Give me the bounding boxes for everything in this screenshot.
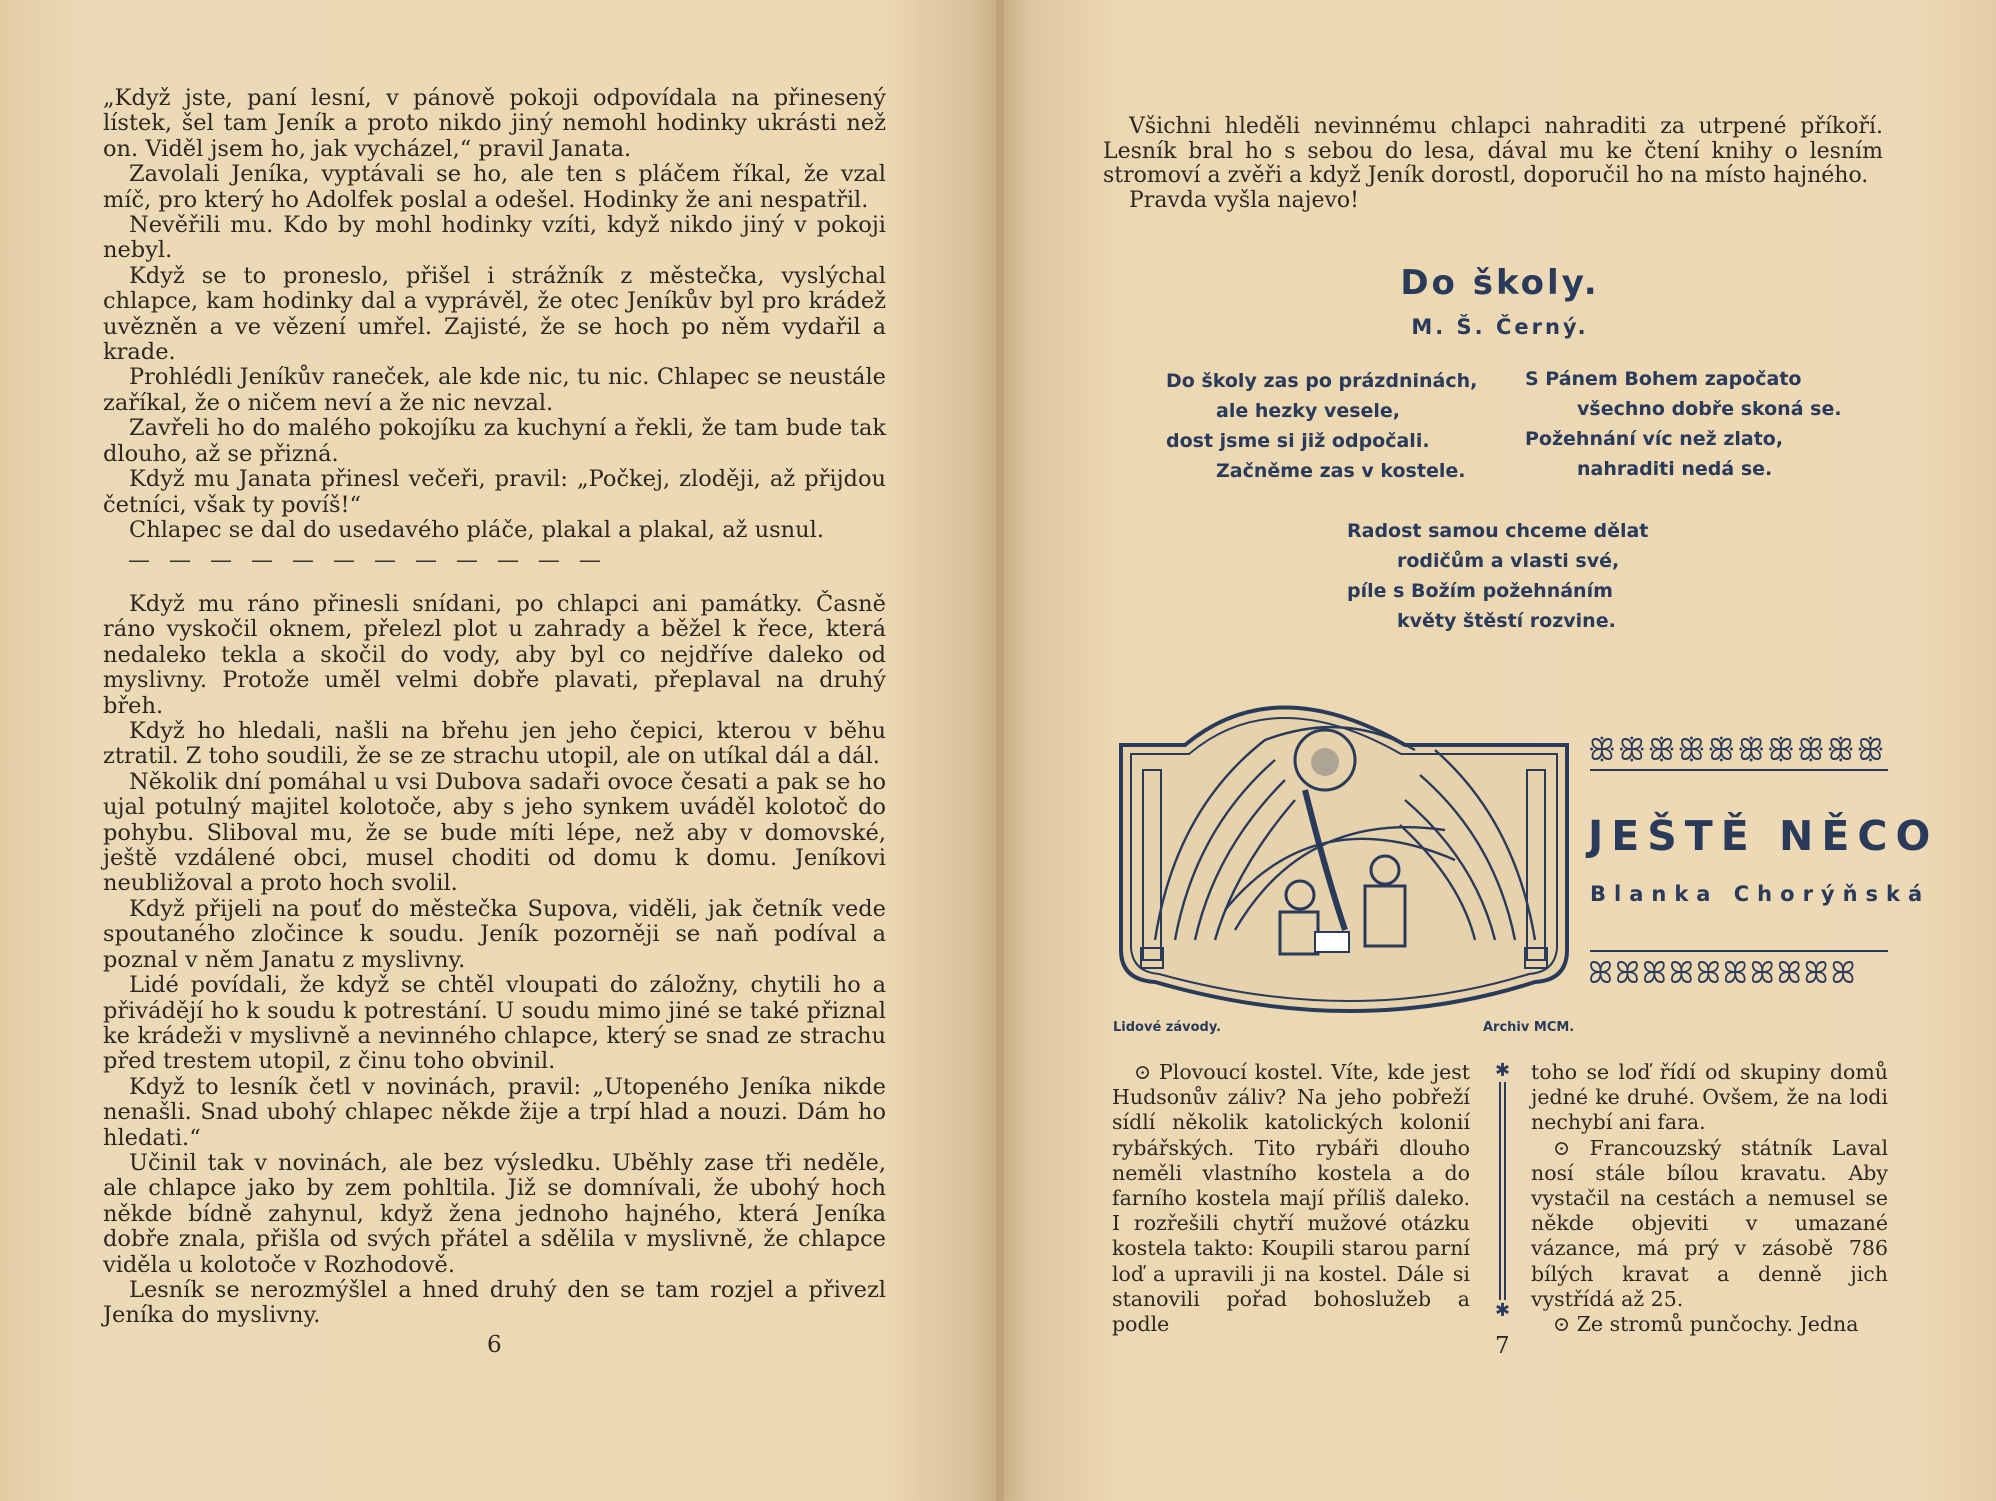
rule-line: [1590, 769, 1888, 771]
news-item: toho se loď řídí od skupiny domů jedné ke druhé. Ovšem, že na lodi nechybí ani fara.: [1531, 1060, 1888, 1135]
paragraph: Nevěřili mu. Kdo by mohl hodinky vzíti, když nikdo jiný v pokoji nebyl.: [103, 212, 886, 264]
paragraph: Několik dní pomáhal u vsi Dubova sadaři ovoce česati a pak se ho ujal potulný majitel kolotoče, aby s jeho synkem uváděl kolotoč do pohybu. Sliboval mu, že se bude míti lépe, než aby v domovské, ještě vzdálené obci, musel choditi od domu k domu. Jeníkovi neubližoval a proto hoch svolil.: [103, 768, 886, 897]
paragraph: Lidé povídali, že když se chtěl vloupati do záložny, chytili ho a přivádějí ho k soudu k potrestání. U soudu mimo jiné se také přiznal ke krádeži v myslivně a nevinného chlapce, který se snad ze strachu před trestem utopil, z činu toho obvinil.: [103, 972, 886, 1075]
paragraph: Zavolali Jeníka, vyptávali se ho, ale ten s pláčem říkal, že vzal míč, pro který ho Adolfek poslal a odešel. Hodinky že ani nespatřil.: [103, 161, 886, 213]
section-author: Blanka Chorýňská: [1590, 882, 1931, 906]
book-gutter: [996, 0, 1004, 1501]
section-title: JEŠTĚ NĚCO: [1588, 812, 1939, 860]
poem-line: všechno dobře skoná se.: [1577, 398, 1842, 420]
poem-line: S Pánem Bohem započato: [1525, 368, 1802, 390]
column-divider: [1495, 1060, 1511, 1321]
paragraph: Když přijeli na pouť do městečka Supova, viděli, jak četník vede spoutaného zločince k soudu. Jeník pozorněji se naň podíval a poznal v něm Janatu z myslivny.: [103, 895, 886, 973]
poem-line: nahraditi nedá se.: [1577, 458, 1773, 480]
paragraph: „Když jste, paní lesní, v pánově pokoji odpovídala na přinesený lístek, šel tam Jeník a proto nikdo jiný nemohl hodinky ukrásti než on. Viděl jsem ho, jak vycházel,“ pravil Janata.: [103, 85, 886, 162]
illustration-credit-left: Lidové závody.: [1113, 1020, 1222, 1035]
poem-line: květy štěstí rozvine.: [1397, 610, 1616, 632]
poem-line: Radost samou chceme dělat: [1347, 520, 1649, 542]
poem-stanza-2: [1525, 364, 1842, 484]
poem-line: dost jsme si již odpočali.: [1166, 430, 1430, 452]
poem-line: ale hezky vesele,: [1216, 400, 1401, 422]
angel-with-children-illustration: [1115, 690, 1575, 1030]
rule-line: [1504, 1082, 1506, 1300]
paragraph: Učinil tak v novinách, ale bez výsledku. Uběhly zase tři neděle, ale chlapce jako by zem pohltila. Již se domnívali, že ubohý hoch někde bídně zahynul, když žena jednoho hajného, která Jeníka dobře znala, přišla od svých přátel a sdělila v myslivně, že chlapce viděla u kolotoče v Rozhodově.: [103, 1149, 886, 1278]
paragraph: Všichni hleděli nevinnému chlapci nahraditi za utrpené příkoří. Lesník bral ho s sebou do lesa, dával mu ke čtení knihy o lesním stromoví a zvěři a když Jeník dorostl, doporučil ho na místo hajného.: [1103, 114, 1883, 188]
paragraph: Zavřeli ho do malého pokojíku za kuchyní a řekli, že tam bude tak dlouho, až se přizná.: [103, 415, 886, 467]
illustration-credit-right: Archiv MCM.: [1483, 1020, 1575, 1035]
poem-line: píle s Božím požehnáním: [1347, 580, 1613, 602]
news-column-1: [1112, 1060, 1470, 1337]
news-item: ⊙ Plovoucí kostel. Víte, kde jest Hudsonův záliv? Na jeho pobřeží sídlí několik katolických kolonií rybářských. Tito rybáři dlouho neměli vlastního kostela a do farního kostela mají příliš daleko. I rozřešili chytří mužové otázku kostela takto: Koupili starou parní loď a upravili ji na kostel. Dále si stanovili pořad bohoslužeb a podle: [1112, 1060, 1470, 1337]
news-column-2: [1531, 1060, 1888, 1337]
paragraph: Když mu Janata přinesl večeři, pravil: „Počkej, zloději, až přijdou četníci, však ty povíš!“: [103, 466, 886, 518]
poem-author: M. Š. Černý.: [1411, 315, 1589, 339]
page-number-right: 7: [1495, 1333, 1510, 1359]
star-icon: ✱: [1495, 1060, 1511, 1081]
paragraph: Lesník se nerozmýšlel a hned druhý den se tam rozjel a přivezl Jeníka do myslivny.: [103, 1276, 886, 1329]
paragraph: Prohlédli Jeníkův raneček, ale kde nic, tu nic. Chlapec se neustále zaříkal, že o ničem neví a že nic nevzal.: [103, 364, 886, 416]
page-number-left: 6: [487, 1332, 502, 1358]
news-item: ⊙ Francouzský státník Laval nosí stále bílou kravatu. Aby vystačil na cestách a nemusel se někde objeviti v umazané vázance, má prý v zásobě 786 bílých kravat a denně jich vystřídá až 25.: [1531, 1135, 1888, 1311]
ornament-border-top: ꕥꕥꕥꕥꕥꕥꕥꕥꕥꕥ: [1588, 733, 1887, 768]
poem-line: Do školy zas po prázdninách,: [1166, 370, 1478, 392]
paragraph: Pravda vyšla najevo!: [1129, 187, 1359, 213]
rule-line: [1499, 1082, 1501, 1300]
paragraph: Když ho hledali, našli na břehu jen jeho čepici, kterou v běhu ztratil. Z toho soudili, že se ze strachu utopil, ale on utíkal dál a dál.: [103, 718, 886, 770]
paragraph: Chlapec se dal do usedavého pláče, plakal a plakal, až usnul.: [129, 516, 825, 543]
poem-line: Začněme zas v kostele.: [1216, 460, 1466, 482]
ornament-border-bottom: ꕤꕤꕤꕤꕤꕤꕤꕤꕤꕤ: [1588, 956, 1858, 991]
paragraph: Když to lesník četl v novinách, pravil: „Utopeného Jeníka nikde nenašli. Snad ubohý chlapec někde žije a trpí hlad a nouzi. Dám ho hledati.“: [103, 1073, 886, 1151]
rule-line: [1590, 950, 1888, 952]
story-conclusion: [1103, 115, 1883, 213]
paragraph: Když mu ráno přinesli snídani, po chlapci ani památky. Časně ráno vyskočil oknem, přelezl plot u zahrady a běžel k řece, která nedaleko tekla a skočil do vody, aby byl co nejdříve daleko od myslivny. Protože uměl velmi dobře plavati, přeplaval na druhý břeh.: [103, 591, 886, 719]
section-separator: — — — — — — — — — — — —: [128, 548, 607, 573]
poem-line: Požehnání víc než zlato,: [1525, 428, 1784, 450]
poem-line: rodičům a vlasti své,: [1397, 550, 1620, 572]
story-text-part-2: [103, 592, 886, 1329]
poem-title: Do školy.: [1400, 263, 1600, 303]
poem-stanza-1: [1166, 366, 1477, 486]
star-icon: ✱: [1495, 1300, 1511, 1321]
story-text-part-1: [103, 86, 886, 543]
poem-stanza-3: [1347, 516, 1648, 636]
news-item: ⊙ Ze stromů punčochy. Jedna: [1553, 1312, 1859, 1337]
paragraph: Když se to proneslo, přišel i strážník z městečka, vyslýchal chlapce, kam hodinky dal a vyprávěl, že otec Jeníkův byl pro krádež uvězněn a ve vězení umřel. Zajisté, že se hoch po něm vydařil a krade.: [103, 262, 886, 366]
